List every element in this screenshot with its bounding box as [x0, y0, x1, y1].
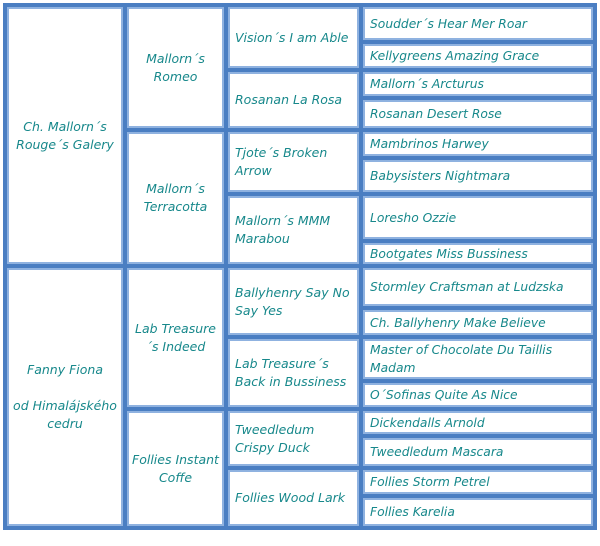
- gen2-4: [127, 411, 224, 526]
- gen2-1: [127, 7, 224, 128]
- gen4-14: [363, 438, 593, 466]
- gen3-5: [228, 268, 359, 335]
- gen3-6-name: Lab Treasure´s Back in Bussiness: [235, 356, 347, 389]
- gen2-3-name: Lab Treasure´s Indeed: [135, 320, 216, 354]
- gen4-15: [363, 470, 593, 494]
- gen4-6-name: Babysisters Nightmara: [370, 169, 511, 183]
- gen2-2: [127, 132, 224, 264]
- gen4-9: [363, 268, 593, 306]
- gen4-14-name: Tweedledum Mascara: [370, 445, 504, 459]
- pedigree-table: [3, 3, 597, 530]
- gen3-5-name: Ballyhenry Say No Say Yes: [235, 284, 350, 318]
- gen4-10: [363, 310, 593, 335]
- gen4-4-name: Rosanan Desert Rose: [370, 107, 502, 121]
- gen4-6: [363, 160, 593, 192]
- gen4-2-name: Kellygreens Amazing Grace: [370, 49, 540, 63]
- gen4-8: [363, 243, 593, 264]
- gen4-2: [363, 44, 593, 68]
- gen4-11: [363, 339, 593, 379]
- gen3-2-name: Rosanan La Rosa: [235, 92, 343, 107]
- gen1-dam: [7, 268, 123, 526]
- gen2-3: [127, 268, 224, 407]
- gen2-4-name: Follies Instant Coffe: [132, 451, 219, 485]
- gen4-9-name: Stormley Craftsman at Ludzska: [370, 280, 564, 294]
- gen3-3-name: Tjote´s Broken Arrow: [235, 145, 328, 178]
- gen4-12-name: O´Sofinas Quite As Nice: [370, 388, 518, 402]
- gen4-10-name: Ch. Ballyhenry Make Believe: [370, 315, 546, 330]
- gen4-11-name: Master of Chocolate Du Taillis Madam: [370, 343, 553, 375]
- gen4-16: [363, 498, 593, 526]
- gen2-2-name: Mallorn´s Terracotta: [143, 181, 208, 214]
- gen2-1-name: Mallorn´s Romeo: [146, 50, 205, 84]
- gen4-13-name: Dickendalls Arnold: [370, 415, 485, 430]
- gen4-5-name: Mambrinos Harwey: [370, 137, 489, 151]
- gen4-16-name: Follies Karelia: [370, 505, 455, 519]
- gen4-4: [363, 100, 593, 128]
- gen3-2: [228, 72, 359, 128]
- gen4-12: [363, 383, 593, 407]
- gen4-3-name: Mallorn´s Arcturus: [370, 77, 484, 91]
- gen1-dam-name: Fanny Fiona od Himalájského cedru: [13, 362, 117, 431]
- gen4-1: [363, 7, 593, 40]
- gen3-8: [228, 470, 359, 526]
- gen4-13: [363, 411, 593, 434]
- gen3-8-name: Follies Wood Lark: [235, 490, 345, 505]
- gen4-7: [363, 196, 593, 239]
- gen3-3: [228, 132, 359, 192]
- gen1-sire-name: Ch. Mallorn´s Rouge´s Galery: [16, 118, 114, 152]
- gen4-8-name: Bootgates Miss Bussiness: [370, 246, 528, 261]
- gen3-4: [228, 196, 359, 264]
- gen4-3: [363, 72, 593, 96]
- gen3-4-name: Mallorn´s MMM Marabou: [235, 213, 331, 246]
- gen1-sire: [7, 7, 123, 264]
- gen3-1-name: Vision´s I am Able: [235, 29, 349, 45]
- gen3-7: [228, 411, 359, 466]
- gen3-1: [228, 7, 359, 68]
- gen4-15-name: Follies Storm Petrel: [370, 475, 490, 489]
- gen4-1-name: Soudder´s Hear Mer Roar: [370, 16, 527, 31]
- gen4-7-name: Loresho Ozzie: [370, 210, 457, 225]
- gen3-7-name: Tweedledum Crispy Duck: [235, 421, 315, 455]
- gen3-6: [228, 339, 359, 407]
- gen4-5: [363, 132, 593, 156]
